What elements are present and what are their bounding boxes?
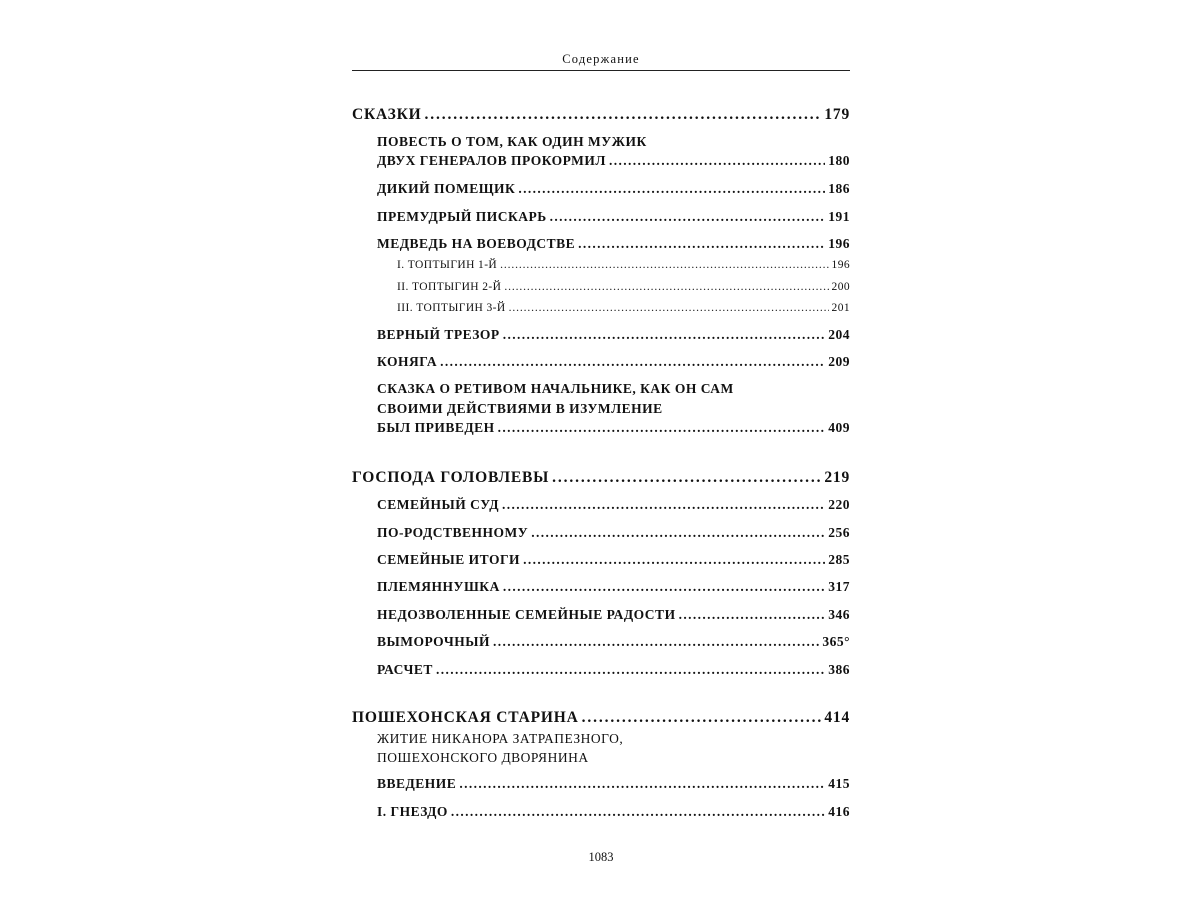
dot-leader bbox=[436, 663, 825, 677]
toc-page-number: 346 bbox=[828, 607, 850, 622]
page-number: 1083 bbox=[588, 850, 614, 864]
toc-subentry-title: I. ТОПТЫГИН 1-Й bbox=[397, 259, 498, 271]
dot-leader bbox=[425, 107, 822, 123]
header-rule bbox=[352, 70, 850, 71]
toc-page-number: 200 bbox=[831, 281, 850, 293]
toc-page-number: 285 bbox=[828, 552, 850, 567]
toc-page-number: 186 bbox=[828, 181, 850, 196]
dot-leader bbox=[498, 421, 826, 435]
toc-page-number: 386 bbox=[828, 662, 850, 677]
toc-page-number: 409 bbox=[828, 420, 850, 435]
dot-leader bbox=[502, 498, 825, 512]
toc-subentry[interactable] bbox=[397, 260, 850, 272]
toc-entry[interactable] bbox=[377, 553, 850, 567]
toc-entry-title: ВЫМОРОЧНЫЙ bbox=[377, 634, 490, 649]
toc-page-number: 317 bbox=[828, 579, 850, 594]
toc-page-number: 201 bbox=[831, 302, 850, 314]
toc-page-number: 220 bbox=[828, 497, 850, 512]
toc-page-number: 415 bbox=[828, 776, 850, 791]
dot-leader bbox=[503, 580, 825, 594]
toc-entry-title: БЫЛ ПРИВЕДЕН bbox=[377, 420, 495, 435]
toc-page-number: 196 bbox=[831, 259, 850, 271]
toc-page-number: 414 bbox=[824, 709, 850, 726]
toc-section-title: ГОСПОДА ГОЛОВЛЕВЫ bbox=[352, 469, 550, 486]
toc-entry[interactable] bbox=[377, 805, 850, 819]
toc-section[interactable] bbox=[352, 710, 850, 726]
dot-leader bbox=[523, 553, 825, 567]
toc-entry[interactable] bbox=[377, 635, 850, 649]
toc-entry-line[interactable]: СКАЗКА О РЕТИВОМ НАЧАЛЬНИКЕ, КАК ОН САМ bbox=[377, 381, 734, 396]
toc-subentry[interactable] bbox=[397, 303, 850, 315]
toc-section-subtitle: ПОШЕХОНСКОГО ДВОРЯНИНА bbox=[377, 750, 589, 765]
toc-entry[interactable] bbox=[377, 328, 850, 342]
toc-entry[interactable] bbox=[377, 498, 850, 512]
toc-page-number: 191 bbox=[828, 209, 850, 224]
toc-entry-title: КОНЯГА bbox=[377, 354, 438, 369]
toc-page-number: 256 bbox=[828, 525, 850, 540]
toc-entry-title: ПЛЕМЯННУШКА bbox=[377, 579, 500, 594]
toc-entry-title: ПРЕМУДРЫЙ ПИСКАРЬ bbox=[377, 209, 547, 224]
toc-entry-title: ПО-РОДСТВЕННОМУ bbox=[377, 525, 529, 540]
toc-entry[interactable] bbox=[377, 663, 850, 677]
toc-subentry-title: III. ТОПТЫГИН 3-Й bbox=[397, 302, 506, 314]
toc-entry[interactable] bbox=[377, 421, 850, 435]
toc-page-number: 179 bbox=[824, 106, 850, 123]
dot-leader bbox=[582, 710, 822, 726]
toc-page-number: 196 bbox=[828, 236, 850, 251]
toc-page-number: 204 bbox=[828, 327, 850, 342]
dot-leader bbox=[531, 526, 825, 540]
running-header: Содержание bbox=[562, 52, 640, 66]
toc-section-title: СКАЗКИ bbox=[352, 106, 422, 123]
toc-page-number: 416 bbox=[828, 804, 850, 819]
toc-section[interactable] bbox=[352, 470, 850, 486]
dot-leader bbox=[493, 635, 819, 649]
toc-entry-title: ДВУХ ГЕНЕРАЛОВ ПРОКОРМИЛ bbox=[377, 153, 606, 168]
toc-entry-title: ВВЕДЕНИЕ bbox=[377, 776, 457, 791]
toc-entry[interactable] bbox=[377, 355, 850, 369]
toc-section[interactable] bbox=[352, 107, 850, 123]
dot-leader bbox=[459, 777, 825, 791]
toc-page-number: 180 bbox=[828, 153, 850, 168]
dot-leader bbox=[550, 210, 826, 224]
toc-entry[interactable] bbox=[377, 608, 850, 622]
toc-entry-title: I. ГНЕЗДО bbox=[377, 804, 448, 819]
dot-leader bbox=[518, 182, 825, 196]
dot-leader bbox=[440, 355, 825, 369]
toc-section-subtitle: ЖИТИЕ НИКАНОРА ЗАТРАПЕЗНОГО, bbox=[377, 731, 624, 746]
dot-leader bbox=[500, 260, 828, 272]
toc-entry[interactable] bbox=[377, 526, 850, 540]
toc-entry-title: ДИКИЙ ПОМЕЩИК bbox=[377, 181, 516, 196]
toc-entry[interactable] bbox=[377, 182, 850, 196]
toc-entry-line[interactable]: СВОИМИ ДЕЙСТВИЯМИ В ИЗУМЛЕНИЕ bbox=[377, 401, 663, 416]
toc-entry-title: НЕДОЗВОЛЕННЫЕ СЕМЕЙНЫЕ РАДОСТИ bbox=[377, 607, 676, 622]
toc-entry-title: СЕМЕЙНЫЙ СУД bbox=[377, 497, 500, 512]
toc-entry-title: СЕМЕЙНЫЕ ИТОГИ bbox=[377, 552, 521, 567]
toc-entry-title: ВЕРНЫЙ ТРЕЗОР bbox=[377, 327, 500, 342]
toc-entry[interactable] bbox=[377, 210, 850, 224]
toc-page-number: 209 bbox=[828, 354, 850, 369]
dot-leader bbox=[609, 154, 825, 168]
dot-leader bbox=[578, 237, 825, 251]
toc-subentry[interactable] bbox=[397, 282, 850, 294]
toc-entry-title: МЕДВЕДЬ НА ВОЕВОДСТВЕ bbox=[377, 236, 576, 251]
dot-leader bbox=[679, 608, 826, 622]
toc-entry[interactable] bbox=[377, 154, 850, 168]
toc-entry-line[interactable]: ПОВЕСТЬ О ТОМ, КАК ОДИН МУЖИК bbox=[377, 134, 647, 149]
toc-entry[interactable] bbox=[377, 237, 850, 251]
book-page bbox=[352, 44, 850, 864]
dot-leader bbox=[503, 328, 826, 342]
toc-entry-title: РАСЧЕТ bbox=[377, 662, 433, 677]
toc-entry[interactable] bbox=[377, 580, 850, 594]
toc-page-number: 219 bbox=[824, 469, 850, 486]
toc-section-title: ПОШЕХОНСКАЯ СТАРИНА bbox=[352, 709, 579, 726]
toc-entry[interactable] bbox=[377, 777, 850, 791]
dot-leader bbox=[552, 470, 821, 486]
dot-leader bbox=[509, 303, 829, 315]
dot-leader bbox=[504, 282, 828, 294]
toc-page-number: 365° bbox=[822, 634, 850, 649]
dot-leader bbox=[451, 805, 825, 819]
toc-subentry-title: II. ТОПТЫГИН 2-Й bbox=[397, 281, 502, 293]
